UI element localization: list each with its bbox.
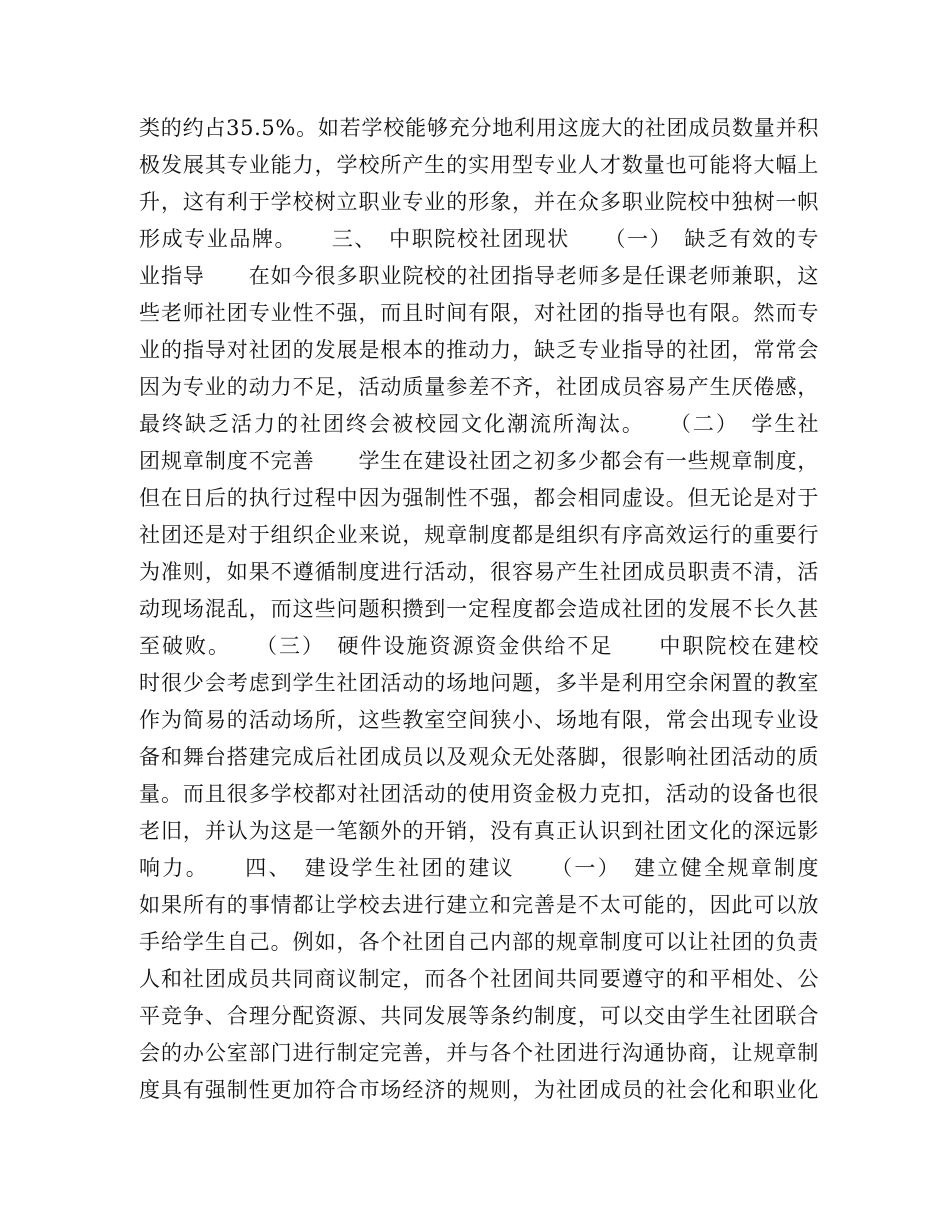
text-line: 至破败。 （三） 硬件设施资源资金供给不足 中职院校在建校 [139, 634, 819, 658]
text-line: 时很少会考虑到学生社团活动的场地问题，多半是利用空余闲置的教室 [139, 671, 819, 695]
text-line: 如果所有的事情都让学校去进行建立和完善是不太可能的，因此可以放 [139, 893, 819, 917]
text-line: 升，这有利于学校树立职业专业的形象，并在众多职业院校中独树一帜 [139, 190, 819, 214]
text-line: 最终缺乏活力的社团终会被校园文化潮流所淘汰。 （二） 学生社 [139, 412, 819, 436]
text-line: 类的约占35.5%。如若学校能够充分地利用这庞大的社团成员数量并积 [139, 116, 819, 140]
text-line: 社团还是对于组织企业来说，规章制度都是组织有序高效运行的重要行 [139, 523, 819, 547]
text-line: 因为专业的动力不足，活动质量参差不齐，社团成员容易产生厌倦感， [139, 375, 819, 399]
body-text [139, 110, 819, 1109]
text-line: 量。而且很多学校都对社团活动的使用资金极力克扣，活动的设备也很 [139, 782, 819, 806]
text-line: 老旧，并认为这是一笔额外的开销，没有真正认识到社团文化的深远影 [139, 819, 819, 843]
text-line: 动现场混乱，而这些问题积攒到一定程度都会造成社团的发展不长久甚 [139, 597, 819, 621]
text-line: 会的办公室部门进行制定完善，并与各个社团进行沟通协商，让规章制 [139, 1041, 819, 1065]
text-line: 业指导 在如今很多职业院校的社团指导老师多是任课老师兼职，这 [139, 264, 819, 288]
text-line: 形成专业品牌。 三、 中职院校社团现状 （一） 缺乏有效的专 [139, 227, 819, 251]
text-line: 平竞争、合理分配资源、共同发展等条约制度，可以交由学生社团联合 [139, 1004, 819, 1028]
text-line: 度具有强制性更加符合市场经济的规则，为社团成员的社会化和职业化 [139, 1078, 819, 1102]
text-line: 响力。 四、 建设学生社团的建议 （一） 建立健全规章制度 [139, 856, 819, 880]
text-line: 手给学生自己。例如，各个社团自己内部的规章制度可以让社团的负责 [139, 930, 819, 954]
text-line: 备和舞台搭建完成后社团成员以及观众无处落脚，很影响社团活动的质 [139, 745, 819, 769]
text-line: 些老师社团专业性不强，而且时间有限，对社团的指导也有限。然而专 [139, 301, 819, 325]
text-line: 团规章制度不完善 学生在建设社团之初多少都会有一些规章制度， [139, 449, 819, 473]
text-line: 业的指导对社团的发展是根本的推动力，缺乏专业指导的社团，常常会 [139, 338, 819, 362]
text-line: 极发展其专业能力，学校所产生的实用型专业人才数量也可能将大幅上 [139, 153, 819, 177]
text-line: 为准则，如果不遵循制度进行活动，很容易产生社团成员职责不清，活 [139, 560, 819, 584]
text-line: 但在日后的执行过程中因为强制性不强，都会相同虚设。但无论是对于 [139, 486, 819, 510]
text-line: 作为简易的活动场所，这些教室空间狭小、场地有限，常会出现专业设 [139, 708, 819, 732]
text-line: 人和社团成员共同商议制定，而各个社团间共同要遵守的和平相处、公 [139, 967, 819, 991]
